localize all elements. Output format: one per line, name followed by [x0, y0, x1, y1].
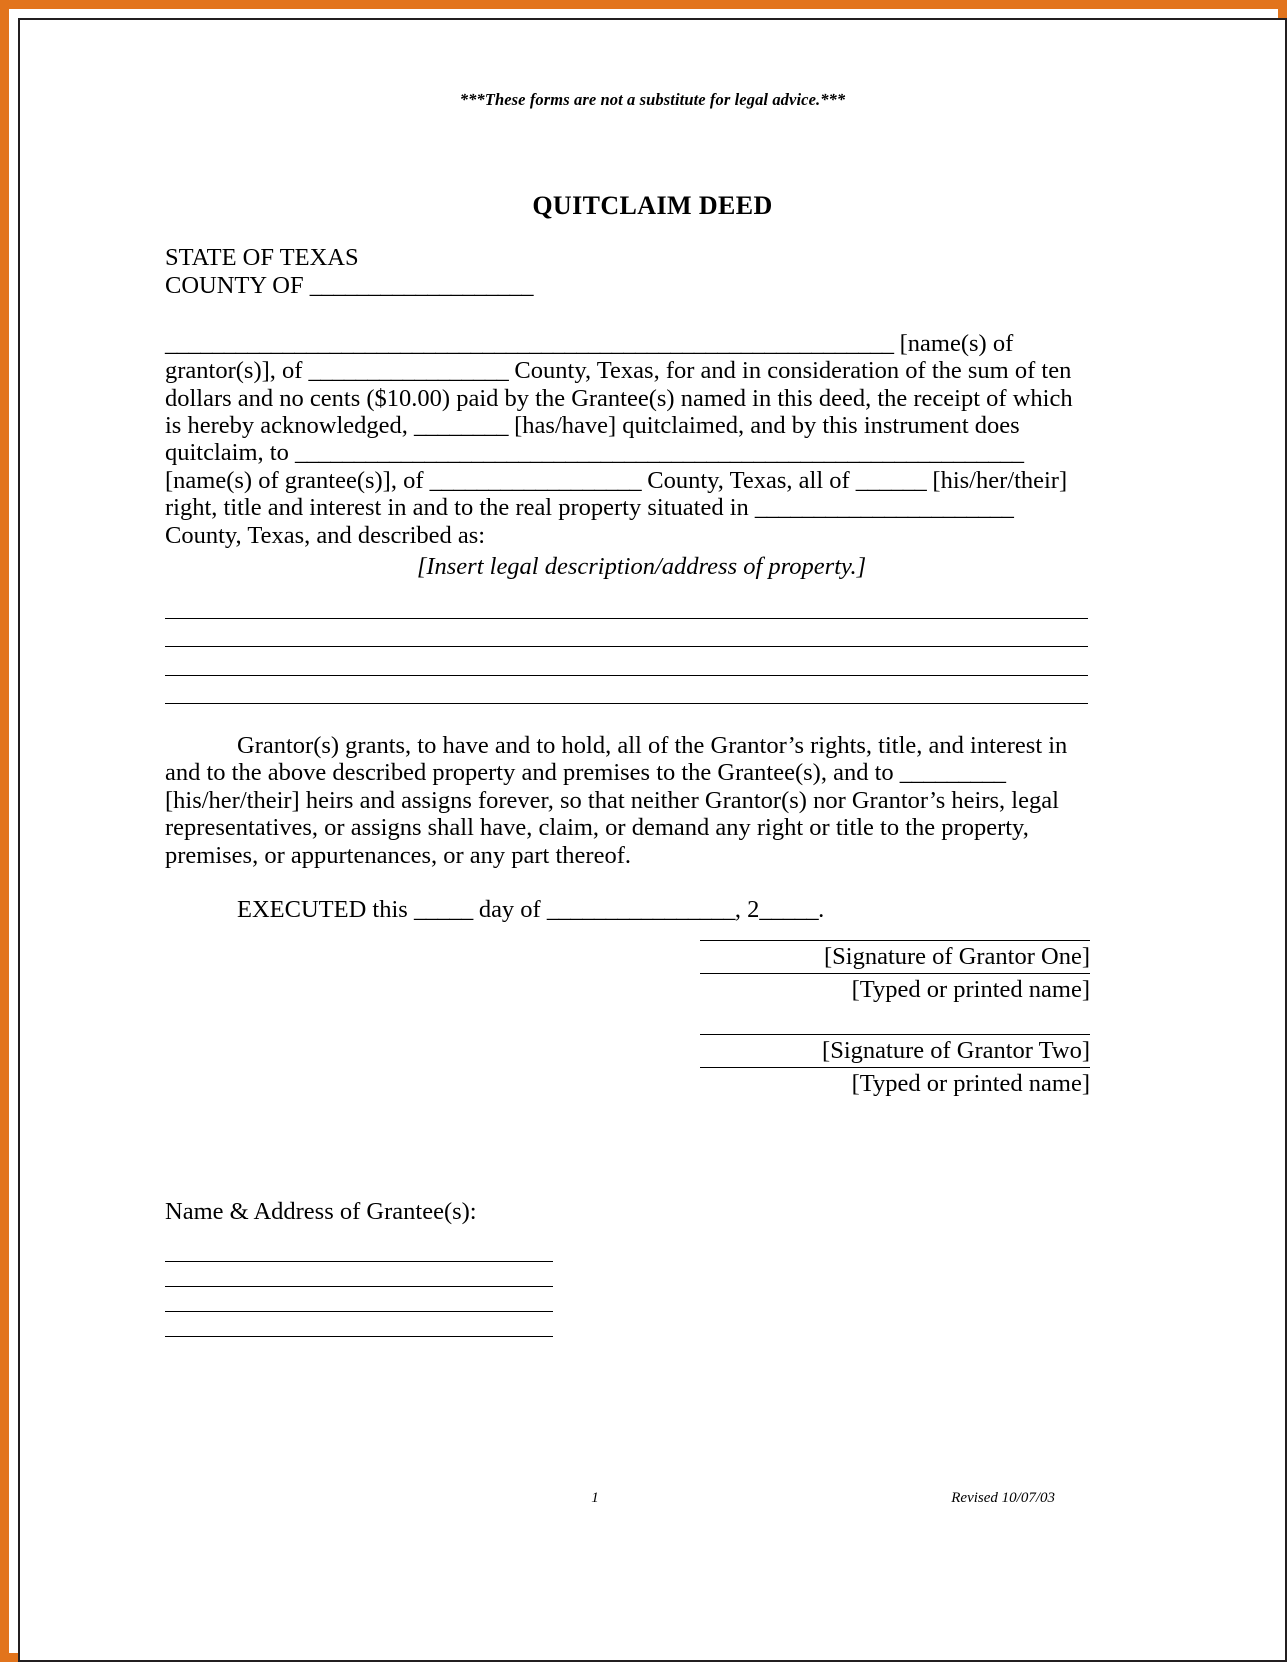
has-have-blank-field[interactable]: ________	[414, 412, 508, 440]
habendum-text-2: [his/her/their] heirs and assigns forever, so that neither Grantor(s) nor Grantor’s heirs, legal representatives, or assigns shall have, claim, or demand any right or title to the property, premises, or appurtenances, or any part thereof.	[165, 786, 1059, 869]
habendum-text-1: Grantor(s) grants, to have and to hold, all of the Grantor’s rights, title, and interest in and to the above described property and premises to the Grantee(s), and to	[165, 732, 1068, 787]
page-footer	[20, 1490, 1285, 1518]
legal-description-rule[interactable]	[165, 676, 1088, 704]
legal-description-instruction: [Insert legal description/address of property.]	[416, 553, 867, 581]
property-county-blank-field[interactable]: ______________________	[754, 494, 1014, 522]
county-label: COUNTY OF	[165, 272, 310, 300]
grantee-address-rule[interactable]	[165, 1237, 553, 1262]
described-as-text: County, Texas, and described as:	[165, 521, 486, 549]
execution-day-blank-field[interactable]: _____	[413, 896, 473, 924]
grantee-address-rule[interactable]	[165, 1312, 553, 1337]
grantee-name-tag: [name(s) of grantee(s)], of	[165, 466, 430, 494]
execution-year-blank-field[interactable]: _____	[759, 896, 819, 924]
document-body	[165, 244, 1088, 923]
paragraph-habendum	[165, 732, 1088, 869]
printed-name-label-grantor-two: [Typed or printed name]	[851, 1070, 1090, 1097]
state-line: STATE OF TEXAS	[165, 244, 359, 271]
executed-label: EXECUTED this	[237, 896, 414, 924]
day-of-label: day of	[472, 896, 547, 924]
year-prefix: , 2	[734, 896, 760, 924]
grantee-address-heading: Name & Address of Grantee(s):	[165, 1198, 477, 1225]
county-line	[165, 272, 1088, 299]
grantee-address-block	[165, 1198, 565, 1337]
grantee-address-rules	[165, 1237, 565, 1337]
page-number: 1	[591, 1490, 599, 1506]
grantor-county-blank-field[interactable]: _________________	[308, 357, 509, 385]
his-her-their-blank-field-2[interactable]: _________	[899, 759, 1006, 787]
grantee-name-blank-field[interactable]: ______________________________________________________________	[294, 439, 1024, 467]
revision-date: Revised 10/07/03	[951, 1490, 1055, 1506]
county-blank-field[interactable]: ___________________	[309, 272, 533, 300]
legal-description-rule[interactable]	[165, 647, 1088, 675]
signature-label-grantor-one: [Signature of Grantor One]	[823, 943, 1090, 970]
legal-description-rules	[165, 590, 1088, 704]
legal-description-rule[interactable]	[165, 619, 1088, 647]
printed-name-label-grantor-one: [Typed or printed name]	[851, 976, 1090, 1003]
grantor-name-tag: [name(s) of grantor(s)], of	[165, 329, 1014, 385]
document-page	[18, 18, 1287, 1662]
grantee-county-blank-field[interactable]: __________________	[429, 466, 642, 494]
legal-disclaimer: ***These forms are not a substitute for legal advice.***	[459, 90, 846, 109]
page-title: QUITCLAIM DEED	[532, 191, 773, 220]
right-title-interest-text: [his/her/their] right, title and interest in and to the real property situated in	[165, 466, 1068, 522]
consideration-text: County, Texas, for and in consideration of the sum of ten dollars and no cents ($10.00) paid by the Grantee(s) named in this deed, the receipt of which is hereby acknowledged,	[165, 357, 1073, 440]
county-texas-text: County, Texas, all of	[641, 466, 856, 494]
grantor-name-blank-field[interactable]: ______________________________________________________________	[165, 329, 894, 357]
document-sheet	[20, 20, 1285, 1660]
signature-block	[700, 940, 1090, 1100]
paragraph-conveyance	[165, 330, 1088, 549]
grantee-address-rule[interactable]	[165, 1262, 553, 1287]
quitclaim-text: [has/have] quitclaimed, and by this instrument does quitclaim, to	[165, 412, 1020, 467]
signature-label-grantor-two: [Signature of Grantor Two]	[822, 1037, 1090, 1064]
his-her-their-blank-field-1[interactable]: ______	[855, 466, 927, 494]
executed-line	[165, 896, 1088, 923]
execution-month-blank-field[interactable]: ________________	[546, 896, 735, 924]
legal-description-rule[interactable]	[165, 590, 1088, 618]
executed-period: .	[818, 896, 825, 924]
signature-block-spacer	[700, 1006, 1090, 1034]
grantee-address-rule[interactable]	[165, 1287, 553, 1312]
